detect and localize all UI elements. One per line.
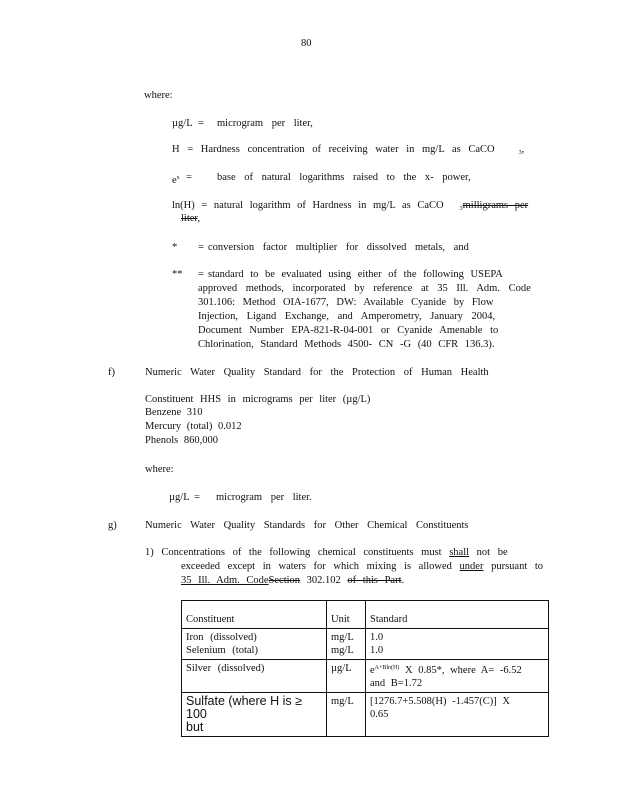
def-dstar-line3: 301.106: Method OIA-1677, DW: Available Cyanide by Flow (198, 297, 494, 308)
def-dstar-eq: = (198, 269, 204, 280)
def-e-eq: = (186, 172, 192, 183)
item1-line2 (181, 560, 543, 574)
row1-unit (327, 629, 366, 660)
where-label: where: (144, 90, 173, 101)
table-row (182, 693, 549, 737)
item1-shall: shall (449, 547, 470, 558)
def-ln-sub: 3 (459, 206, 463, 212)
row2-constituent: Silver (dissolved) (182, 660, 327, 693)
def-star-text: conversion factor multiplier for dissolved metals, and (208, 242, 469, 253)
row1-std-selenium: 1.0 (370, 645, 384, 656)
def-ug-symbol: µg/L (172, 118, 193, 129)
row1-std-iron: 1.0 (370, 632, 384, 643)
row2-standard (366, 660, 549, 693)
def-ug2-symbol: µg/L (169, 492, 190, 503)
def-ln-struck-1: milligrams per (462, 200, 529, 211)
section-g-title: Numeric Water Quality Standards for Other Chemical Constituents (145, 520, 469, 531)
def-ug2-text: microgram per liter. (216, 492, 312, 503)
row2-std-line2: and B=1.72 (370, 678, 423, 689)
row1-unit-iron: mg/L (331, 632, 354, 643)
def-ug-eq: = (198, 118, 204, 129)
row3-unit: mg/L (327, 693, 366, 737)
item1-line3b: 302.102 (306, 575, 341, 586)
item1-line1 (145, 546, 508, 560)
row2-unit: µg/L (327, 660, 366, 693)
header-unit: Unit (327, 601, 366, 629)
section-g-label: g) (108, 520, 117, 531)
row2-std-line1 (370, 662, 544, 677)
where-label-2: where: (145, 464, 174, 475)
def-ln-line1 (172, 199, 528, 216)
section-f-title: Numeric Water Quality Standard for the Protection of Human Health (145, 367, 489, 378)
item1-struck-section: Section (268, 575, 301, 586)
definition-hardness (172, 143, 524, 160)
row3-std-line2: 0.65 (370, 709, 389, 720)
hhs-row-phenols: Phenols 860,000 (145, 435, 219, 446)
item1-prefix: 1) Concentrations of the following chemical constituents must (145, 547, 442, 558)
row3-constituent (182, 693, 327, 737)
item1-under: under (459, 561, 484, 572)
row3-c-line1: Sulfate (where H is ≥ 100 (186, 694, 302, 721)
hhs-row-mercury: Mercury (total) 0.012 (145, 421, 242, 432)
item1-l1-tail: not be (476, 547, 508, 558)
def-ln-line2 (181, 212, 200, 226)
page-number: 80 (301, 38, 312, 49)
def-dstar-line6: Chlorination, Standard Methods 4500- CN -G (40 CFR 136.3). (198, 339, 495, 350)
row2-e: e (370, 665, 375, 676)
def-e-sym: e (172, 175, 177, 186)
def-ln-text: ln(H) = natural logarithm of Hardness in mg/L as CaCO (172, 200, 444, 211)
def-ug-text: microgram per liter, (217, 118, 313, 129)
header-standard: Standard (366, 601, 549, 629)
table-row (182, 660, 549, 693)
row1-iron: Iron (dissolved) (186, 632, 257, 643)
def-e-text: base of natural logarithms raised to the x- power, (217, 172, 471, 183)
def-dstar-line2: approved methods, incorporated by reference at 35 Ill. Adm. Code (198, 283, 531, 294)
item1-line2a: exceeded except in waters for which mixing is allowed (181, 561, 452, 572)
def-h-tail: , (521, 144, 525, 155)
table-row (182, 629, 549, 660)
row3-standard (366, 693, 549, 737)
def-dstar-symbol: ** (172, 269, 183, 280)
item1-line3a: 35 Ill. Adm. Code (181, 575, 269, 586)
item1-line3 (181, 574, 404, 588)
row3-std-line1: [1276.7+5.508(H) -1.457(C)] X (370, 696, 510, 707)
def-ln-tail: , (197, 213, 201, 224)
def-h-text: H = Hardness concentration of receiving water in mg/L as CaCO (172, 144, 495, 155)
def-ln-struck-2: liter (181, 213, 198, 224)
def-e-symbol (172, 171, 180, 188)
row3-c-line2: but (186, 720, 204, 734)
row2-sup: A+Bln(H) (374, 665, 400, 671)
standards-table (181, 600, 549, 737)
def-e-sup: x (176, 175, 180, 181)
hhs-row-benzene: Benzene 310 (145, 407, 203, 418)
item1-struck-part: of this Part (347, 575, 402, 586)
def-dstar-line1: standard to be evaluated using either of the following USEPA (208, 269, 503, 280)
def-h-sub: 3 (518, 150, 522, 156)
def-star-symbol: * (172, 242, 178, 253)
header-constituent: Constituent (182, 601, 327, 629)
row1-selenium: Selenium (total) (186, 645, 258, 656)
def-dstar-line4: Injection, Ligand Exchange, and Amperometry, January 2004, (198, 311, 496, 322)
row1-standard (366, 629, 549, 660)
def-star-eq: = (198, 242, 204, 253)
table-header-row (182, 601, 549, 629)
item1-line3-end: . (401, 575, 405, 586)
def-ug2-eq: = (194, 492, 200, 503)
row1-constituent (182, 629, 327, 660)
row2-std-text1: X 0.85*, where A= -6.52 (399, 665, 522, 676)
section-f-label: f) (108, 367, 115, 378)
row1-unit-selenium: mg/L (331, 645, 354, 656)
def-dstar-line5: Document Number EPA-821-R-04-001 or Cyanide Amenable to (198, 325, 499, 336)
item1-line2b: pursuant to (491, 561, 544, 572)
hhs-header: Constituent HHS in micrograms per liter (µg/L) (145, 394, 371, 405)
